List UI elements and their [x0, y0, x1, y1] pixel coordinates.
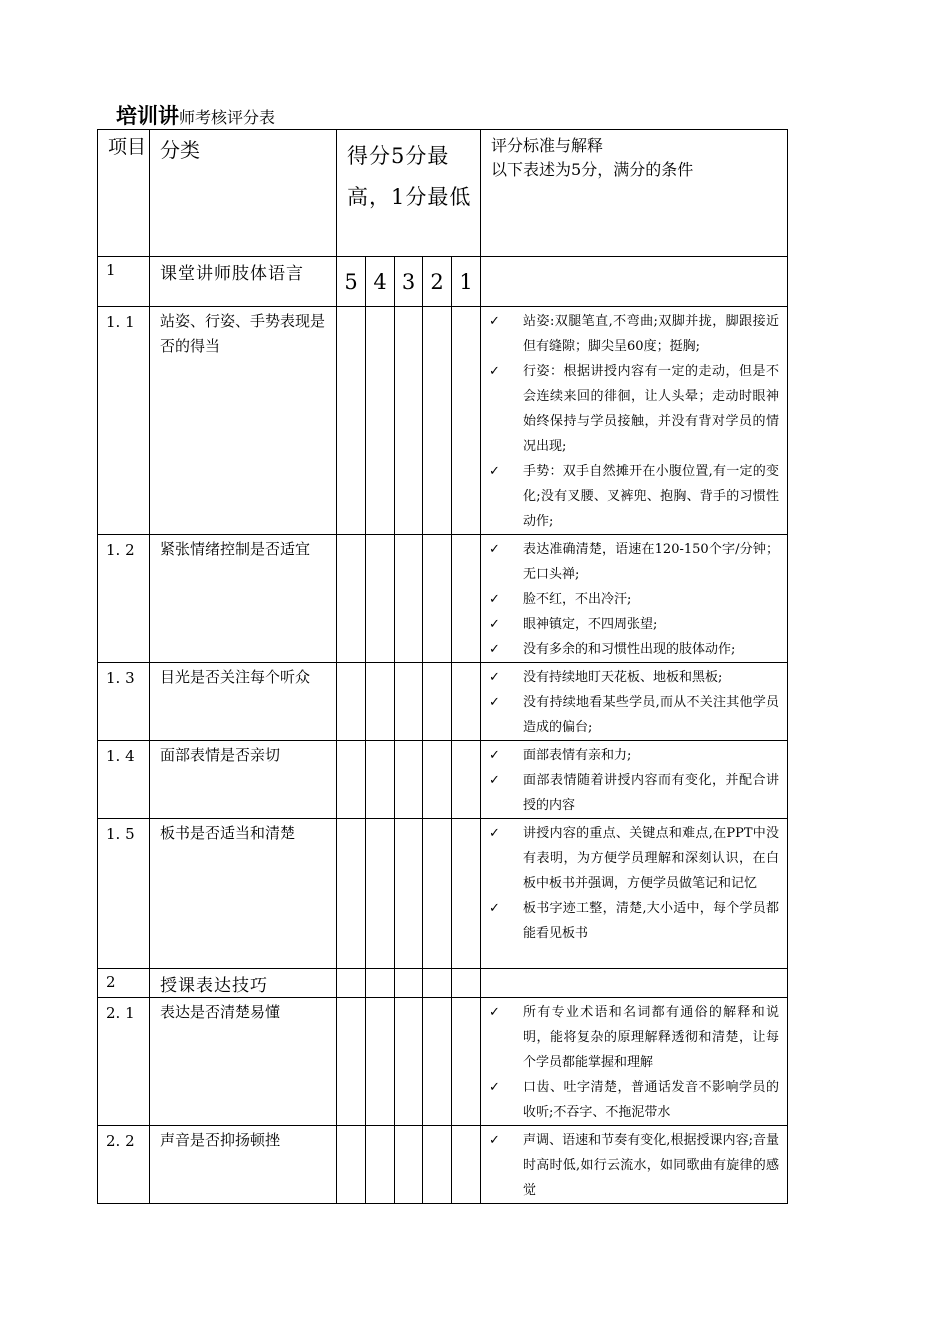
score-cell[interactable] [337, 998, 366, 1126]
header-score: 得分5分最高，1分最低 [337, 130, 481, 257]
criteria-list [481, 1128, 779, 1203]
section-number: 1 [98, 257, 150, 307]
criteria-text: 没有持续地看某些学员,而从不关注其他学员造成的偏台; [523, 695, 780, 735]
table-row [98, 998, 788, 1126]
criteria-item [481, 587, 779, 612]
score-cell[interactable] [337, 969, 366, 998]
score-cell[interactable] [452, 535, 481, 663]
header-criteria [481, 130, 788, 257]
table-row [98, 1126, 788, 1204]
row-criteria [481, 663, 788, 741]
score-cell[interactable] [337, 1126, 366, 1204]
score-cell[interactable] [366, 969, 395, 998]
score-3: 3 [395, 257, 423, 307]
header-criteria-title: 评分标准与解释 [491, 136, 604, 155]
criteria-item [481, 743, 779, 768]
criteria-item [481, 821, 779, 896]
criteria-item [481, 309, 779, 359]
criteria-text: 所有专业术语和名词都有通俗的解释和说明，能将复杂的原理解释透彻和清楚，让每个学员都能掌握和理解 [523, 1005, 780, 1070]
score-cell[interactable] [452, 741, 481, 819]
criteria-item [481, 637, 779, 662]
score-cell[interactable] [423, 819, 452, 969]
criteria-text: 行姿：根据讲授内容有一定的走动，但是不会连续来回的徘徊，让人头晕；走动时眼神始终保持与学员接触，并没有背对学员的情况出现; [523, 364, 780, 454]
criteria-text: 表达准确清楚，语速在120-150个字/分钟；无口头禅; [523, 542, 780, 582]
criteria-text: 站姿:双腿笔直,不弯曲;双脚并拢，脚跟接近但有缝隙；脚尖呈60度；挺胸; [523, 314, 780, 354]
row-number: 2. 1 [98, 998, 150, 1126]
score-cell[interactable] [337, 741, 366, 819]
section-row-2 [98, 969, 788, 998]
title-rest: 师考核评分表 [179, 108, 276, 127]
row-category: 板书是否适当和清楚 [150, 819, 337, 969]
score-cell[interactable] [395, 969, 423, 998]
criteria-text: 脸不红，不出冷汗; [523, 592, 632, 607]
evaluation-table [97, 129, 788, 1204]
score-cell[interactable] [395, 819, 423, 969]
table-row [98, 535, 788, 663]
header-item: 项目 [98, 130, 150, 257]
score-cell[interactable] [337, 819, 366, 969]
checkmark-icon: ✓ [489, 542, 500, 557]
score-cell[interactable] [423, 307, 452, 535]
row-criteria [481, 741, 788, 819]
table-row [98, 307, 788, 535]
criteria-text: 眼神镇定，不四周张望; [523, 617, 658, 632]
score-cell[interactable] [423, 741, 452, 819]
section-number: 2 [98, 969, 150, 998]
checkmark-icon: ✓ [489, 617, 500, 632]
row-number: 1. 3 [98, 663, 150, 741]
score-cell[interactable] [366, 741, 395, 819]
score-cell[interactable] [337, 307, 366, 535]
row-criteria [481, 1126, 788, 1204]
score-cell[interactable] [452, 998, 481, 1126]
criteria-item [481, 896, 779, 946]
checkmark-icon: ✓ [489, 826, 500, 841]
criteria-item [481, 1000, 779, 1075]
row-category: 紧张情绪控制是否适宜 [150, 535, 337, 663]
criteria-text: 口齿、吐字清楚，普通话发音不影响学员的收听;不吞字、不拖泥带水 [523, 1080, 780, 1120]
checkmark-icon: ✓ [489, 364, 500, 379]
criteria-list [481, 743, 779, 818]
score-cell[interactable] [366, 819, 395, 969]
checkmark-icon: ✓ [489, 592, 500, 607]
criteria-text: 没有多余的和习惯性出现的肢体动作; [523, 642, 736, 657]
criteria-item [481, 1128, 779, 1203]
row-criteria [481, 307, 788, 535]
score-cell[interactable] [452, 969, 481, 998]
row-category: 目光是否关注每个听众 [150, 663, 337, 741]
score-cell[interactable] [423, 535, 452, 663]
score-cell[interactable] [423, 663, 452, 741]
criteria-item [481, 359, 779, 459]
checkmark-icon: ✓ [489, 695, 500, 710]
score-cell[interactable] [423, 998, 452, 1126]
score-cell[interactable] [366, 998, 395, 1126]
criteria-item [481, 665, 779, 690]
checkmark-icon: ✓ [489, 1133, 500, 1148]
criteria-text: 声调、语速和节奏有变化,根据授课内容;音量时高时低,如行云流水，如同歌曲有旋律的感觉 [523, 1133, 780, 1198]
row-criteria [481, 535, 788, 663]
criteria-item [481, 768, 779, 818]
table-row [98, 819, 788, 969]
criteria-text: 讲授内容的重点、关键点和难点,在PPT中没有表明，为方便学员理解和深刻认识，在白板中板书并强调，方便学员做笔记和记忆 [523, 826, 780, 891]
criteria-list [481, 665, 779, 740]
row-criteria [481, 998, 788, 1126]
checkmark-icon: ✓ [489, 314, 500, 329]
checkmark-icon: ✓ [489, 670, 500, 685]
score-cell[interactable] [337, 663, 366, 741]
criteria-item [481, 537, 779, 587]
criteria-item [481, 459, 779, 534]
score-cell[interactable] [337, 535, 366, 663]
score-cell[interactable] [452, 1126, 481, 1204]
checkmark-icon: ✓ [489, 748, 500, 763]
row-number: 1. 4 [98, 741, 150, 819]
section-label: 授课表达技巧 [150, 969, 337, 998]
criteria-list [481, 537, 779, 662]
score-cell[interactable] [395, 307, 423, 535]
section-criteria-empty [481, 257, 788, 307]
row-category: 站姿、行姿、手势表现是否的得当 [150, 307, 337, 535]
row-criteria [481, 819, 788, 969]
criteria-text: 面部表情有亲和力; [523, 748, 632, 763]
score-cell[interactable] [366, 307, 395, 535]
score-cell[interactable] [423, 969, 452, 998]
checkmark-icon: ✓ [489, 1080, 500, 1095]
header-category: 分类 [150, 130, 337, 257]
criteria-text: 手势：双手自然摊开在小腹位置,有一定的变化;没有叉腰、叉裤兜、抱胸、背手的习惯性动作; [523, 464, 780, 529]
score-cell[interactable] [366, 1126, 395, 1204]
row-number: 1. 5 [98, 819, 150, 969]
row-number: 1. 2 [98, 535, 150, 663]
header-row [98, 130, 788, 257]
checkmark-icon: ✓ [489, 1005, 500, 1020]
score-cell[interactable] [452, 663, 481, 741]
checkmark-icon: ✓ [489, 773, 500, 788]
header-criteria-subtitle: 以下表述为5分，满分的条件 [491, 160, 694, 179]
criteria-list [481, 821, 779, 946]
title-bold: 培训讲 [116, 104, 179, 128]
score-1: 1 [452, 257, 481, 307]
criteria-text: 没有持续地盯天花板、地板和黑板; [523, 670, 723, 685]
criteria-list [481, 309, 779, 534]
section-row-1 [98, 257, 788, 307]
score-cell[interactable] [395, 663, 423, 741]
row-category: 表达是否清楚易懂 [150, 998, 337, 1126]
score-2: 2 [423, 257, 452, 307]
score-cell[interactable] [452, 819, 481, 969]
score-4: 4 [366, 257, 395, 307]
score-cell[interactable] [395, 998, 423, 1126]
criteria-text: 板书字迹工整，清楚,大小适中，每个学员都能看见板书 [523, 901, 780, 941]
checkmark-icon: ✓ [489, 901, 500, 916]
criteria-text: 面部表情随着讲授内容而有变化，并配合讲授的内容 [523, 773, 780, 813]
score-cell[interactable] [395, 741, 423, 819]
score-cell[interactable] [395, 535, 423, 663]
score-cell[interactable] [366, 535, 395, 663]
criteria-list [481, 1000, 779, 1125]
section-label: 课堂讲师肢体语言 [150, 257, 337, 307]
row-number: 1. 1 [98, 307, 150, 535]
criteria-item [481, 690, 779, 740]
section-criteria-empty [481, 969, 788, 998]
score-cell[interactable] [452, 307, 481, 535]
checkmark-icon: ✓ [489, 464, 500, 479]
score-cell[interactable] [395, 1126, 423, 1204]
score-cell[interactable] [423, 1126, 452, 1204]
row-category: 面部表情是否亲切 [150, 741, 337, 819]
score-cell[interactable] [366, 663, 395, 741]
row-number: 2. 2 [98, 1126, 150, 1204]
table-row [98, 741, 788, 819]
criteria-item [481, 1075, 779, 1125]
checkmark-icon: ✓ [489, 642, 500, 657]
document-title [116, 100, 275, 130]
row-category: 声音是否抑扬顿挫 [150, 1126, 337, 1204]
table-row [98, 663, 788, 741]
criteria-item [481, 612, 779, 637]
score-5: 5 [337, 257, 366, 307]
